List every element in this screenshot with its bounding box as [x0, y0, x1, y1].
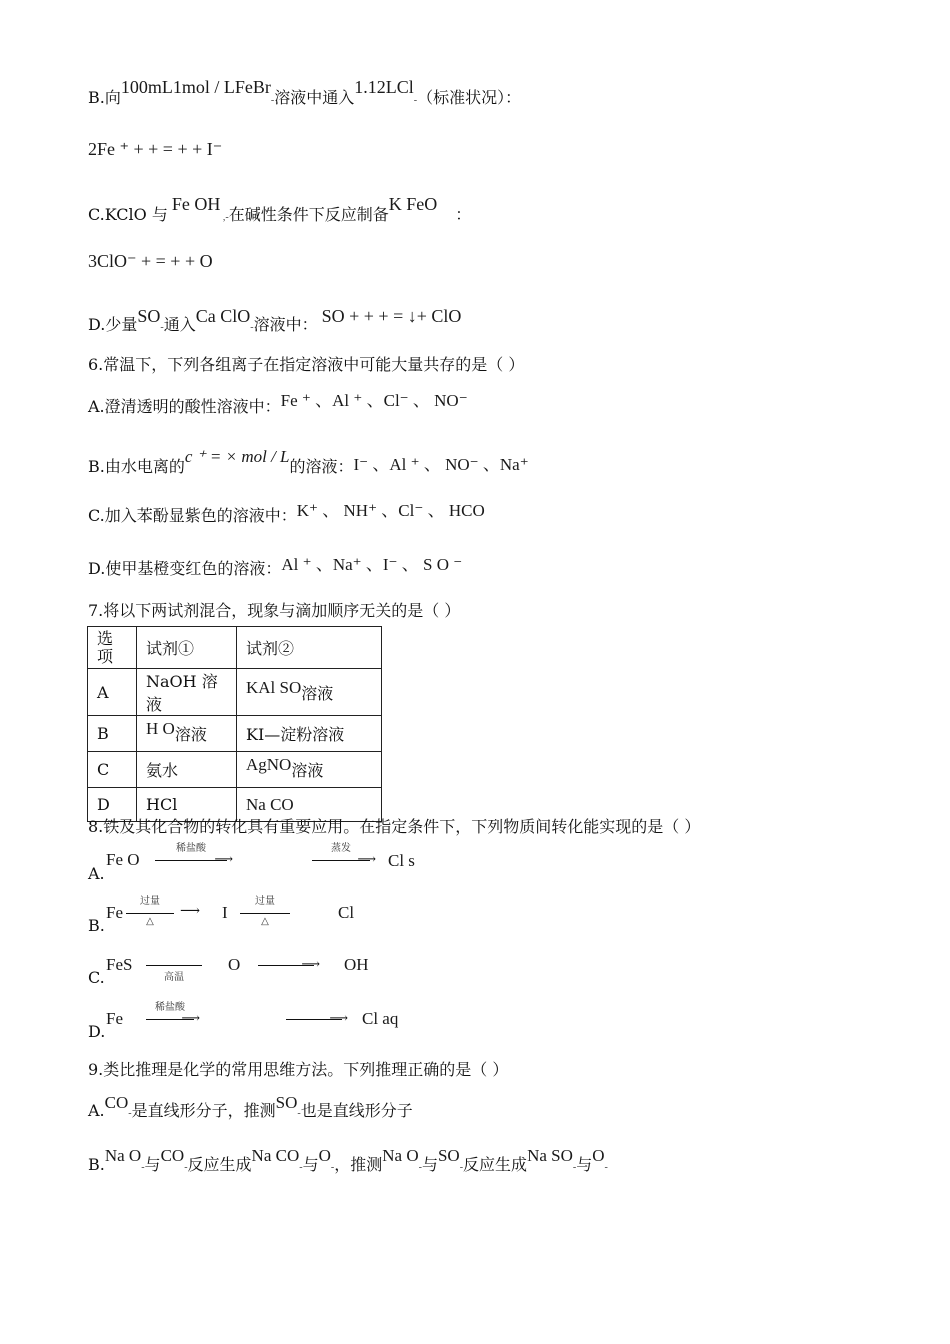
q6-b-prefix: B.由水电离的: [88, 457, 185, 476]
q8-b-start: Fe: [106, 903, 123, 922]
q5-c-formula-1: Fe OH: [171, 194, 221, 214]
q5-d-prefix: D.少量: [88, 315, 138, 334]
q7-b-formula: H O: [146, 719, 175, 738]
q9-b-formula-4: O: [318, 1146, 331, 1165]
q7-header-option: 选 项: [88, 627, 137, 669]
q5-b-formula-2: 1.12LCl: [354, 77, 414, 97]
q9-option-b: B.Na O-与CO-反应生成Na CO-与O-，推测Na O-与SO-反应生成Na SO-与O-: [88, 1146, 608, 1174]
q5-d-mid-1: 通入: [163, 315, 196, 334]
q8-c-mid: O: [228, 955, 241, 974]
q7-cell-reagent-1: [137, 716, 237, 752]
q8-d-arrow-1-label: 稀盐酸: [155, 1002, 185, 1013]
q9-a-label: A.: [88, 1101, 105, 1120]
q7-header-row: [88, 627, 382, 669]
q6-d-prefix: D.使甲基橙变红色的溶液：: [88, 559, 282, 578]
q6-b-ions: I⁻ 、Al ⁺ 、 NO⁻ 、Na⁺: [353, 455, 529, 474]
q6-option-a: [88, 391, 468, 416]
q6-d-ions: Al ⁺ 、Na⁺ 、I⁻ 、 S O ⁻: [281, 555, 463, 574]
q8-c-arrow-2: ⟶: [258, 958, 314, 966]
q9-b-formula-2: CO: [160, 1146, 185, 1165]
q8-d-arrow-2: ⟶: [286, 1012, 342, 1020]
table-row: [88, 669, 382, 716]
q7-cell-reagent-2: KI—淀粉溶液: [237, 716, 382, 752]
q7-cell-reagent-1: 氨水: [137, 752, 237, 788]
q6-c-ions: K⁺ 、 NH⁺ 、Cl⁻ 、 HCO: [296, 501, 485, 520]
q5-d-mid-2: 溶液中：: [253, 315, 318, 334]
q5-d-formula-2: Ca ClO: [195, 306, 251, 326]
q8-c-start: FeS: [106, 955, 133, 974]
q5-b-prefix: B.向: [88, 88, 121, 107]
q8-a-end: Cl s: [388, 851, 415, 870]
q7-c-suffix: 溶液: [291, 761, 324, 780]
q5-b-mid: 溶液中通入: [274, 88, 355, 107]
q5-b-suffix: （标准状况）：: [417, 88, 522, 107]
q7-cell-option: C: [88, 752, 137, 788]
q5-b-equation: 2Fe ⁺ + + = + + I⁻: [88, 139, 223, 159]
table-row: [88, 716, 382, 752]
table-row: [88, 752, 382, 788]
q5-option-d: D.少量SO-通入Ca ClO-溶液中： SO + + + = ↓+ ClO: [88, 306, 462, 334]
q7-stem: 7.将以下两试剂混合，现象与滴加顺序无关的是（ ）: [88, 601, 461, 620]
q7-cell-option: D: [88, 788, 137, 822]
q6-stem: 6.常温下，下列各组离子在指定溶液中可能大量共存的是（ ）: [88, 355, 525, 374]
q8-c-arrow-1: [146, 958, 202, 983]
q6-b-expr: c ⁺ = × mol / L: [184, 447, 290, 466]
q8-b-arrow-1-sub: △: [146, 916, 154, 927]
q6-option-c: [88, 501, 485, 525]
q7-cell-reagent-1: HCl: [137, 788, 237, 822]
q8-a-label: A.: [88, 864, 105, 883]
q9-b-text-2: 反应生成: [187, 1155, 252, 1174]
q8-b-mid: I: [222, 903, 228, 922]
q7-c-formula: AgNO: [246, 755, 292, 774]
q9-b-text-1: 与: [144, 1155, 161, 1174]
q5-c-prefix: C.KClO 与: [88, 205, 168, 224]
q9-a-formula-2: SO: [275, 1093, 298, 1112]
q7-cell-reagent-1: NaOH 溶液: [137, 669, 237, 716]
arrow-head-icon: ⟶: [180, 903, 201, 919]
q6-option-b: [88, 447, 529, 476]
q8-d-arrow-1: 稀盐酸 ⟶: [146, 1012, 194, 1020]
q8-a-arrow-2: 蒸发 ⟶: [312, 853, 370, 861]
q8-stem: 8.铁及其化合物的转化具有重要应用。在指定条件下，下列物质间转化能实现的是（ ）: [88, 817, 701, 836]
q9-b-text-3: 与: [302, 1155, 319, 1174]
q8-c-arrow-1-sub: 高温: [164, 972, 184, 983]
q9-b-formula-1: Na O: [104, 1146, 142, 1165]
q8-b-arrow-2-sub: △: [261, 916, 269, 927]
q9-a-text-1: 是直线形分子，推测: [131, 1101, 276, 1120]
q5-c-equation: 3ClO⁻ + = + + O: [88, 251, 213, 271]
q5-c-mid: 在碱性条件下反应制备: [228, 205, 389, 224]
q9-option-a: A.CO-是直线形分子，推测SO-也是直线形分子: [88, 1093, 413, 1120]
q7-header-reagent-1: 试剂①: [137, 627, 237, 669]
q8-a-start: Fe O: [106, 850, 140, 869]
q9-b-formula-5: Na O: [382, 1146, 419, 1165]
q8-a-arrow-1-label: 稀盐酸: [176, 843, 206, 854]
q5-c-suffix: ：: [455, 205, 472, 224]
q6-b-mid: 的溶液：: [289, 457, 354, 476]
q5-c-formula-2: K FeO: [388, 194, 438, 214]
q9-b-text-4: ，推测: [334, 1155, 383, 1174]
q9-b-formula-8: O: [592, 1146, 605, 1165]
q8-d-start: Fe: [106, 1009, 123, 1028]
q8-a-arrow-1: 稀盐酸 ⟶: [155, 853, 227, 861]
q7-table: [87, 626, 382, 822]
q9-b-text-7: 与: [576, 1155, 593, 1174]
q7-d-formula: Na CO: [246, 794, 294, 814]
q5-b-formula-1: 100mL1mol / LFeBr: [120, 77, 271, 97]
q9-b-formula-7: Na SO: [527, 1146, 573, 1165]
q7-cell-option: A: [88, 669, 137, 716]
q7-cell-reagent-2: [237, 669, 382, 716]
q8-b-arrow-1-label: 过量: [140, 896, 160, 907]
q8-c-label: C.: [88, 968, 105, 987]
q8-b-arrow-2: [240, 896, 290, 927]
q9-b-text-6: 反应生成: [463, 1155, 528, 1174]
q9-b-text-5: 与: [421, 1155, 438, 1174]
q6-a-prefix: A.澄清透明的酸性溶液中：: [88, 397, 281, 416]
q8-c-end: OH: [344, 955, 369, 974]
q7-header-reagent-2: 试剂②: [237, 627, 382, 669]
q8-a-arrow-2-label: 蒸发: [331, 843, 351, 854]
q8-d-label: D.: [88, 1022, 106, 1041]
q9-b-formula-3: Na CO: [251, 1146, 300, 1165]
q7-b-suffix: 溶液: [174, 725, 207, 744]
q6-option-d: [88, 555, 463, 578]
q5-d-equation: SO + + + = ↓+ ClO: [321, 306, 462, 326]
q6-c-prefix: C.加入苯酚显紫色的溶液中：: [88, 506, 297, 525]
q9-stem: 9.类比推理是化学的常用思维方法。下列推理正确的是（ ）: [88, 1060, 509, 1079]
q8-b-label: B.: [88, 916, 105, 935]
q7-cell-reagent-2: [237, 752, 382, 788]
q8-b-end: Cl: [338, 903, 355, 922]
q9-b-formula-6: SO: [437, 1146, 460, 1165]
q5-d-formula-1: SO: [137, 306, 161, 326]
q8-b-arrow-1: [126, 896, 174, 927]
q8-b-arrow-2-label: 过量: [255, 896, 275, 907]
q9-a-formula-1: CO: [104, 1093, 129, 1112]
q7-cell-option: B: [88, 716, 137, 752]
q7-a-suffix: 溶液: [301, 683, 334, 703]
q7-a-formula: KAl SO: [246, 677, 302, 697]
q9-b-label: B.: [88, 1155, 105, 1174]
q5-option-c: C.KClO 与Fe OH ,-在碱性条件下反应制备K FeO：: [88, 194, 472, 224]
q8-d-end: Cl aq: [362, 1009, 399, 1028]
q5-option-b: B.向100mL1mol / LFeBr-溶液中通入1.12LCl-（标准状况）：: [88, 77, 522, 107]
q9-a-text-2: 也是直线形分子: [300, 1101, 413, 1120]
q6-a-ions: Fe ⁺ 、Al ⁺ 、Cl⁻ 、 NO⁻: [280, 391, 468, 410]
